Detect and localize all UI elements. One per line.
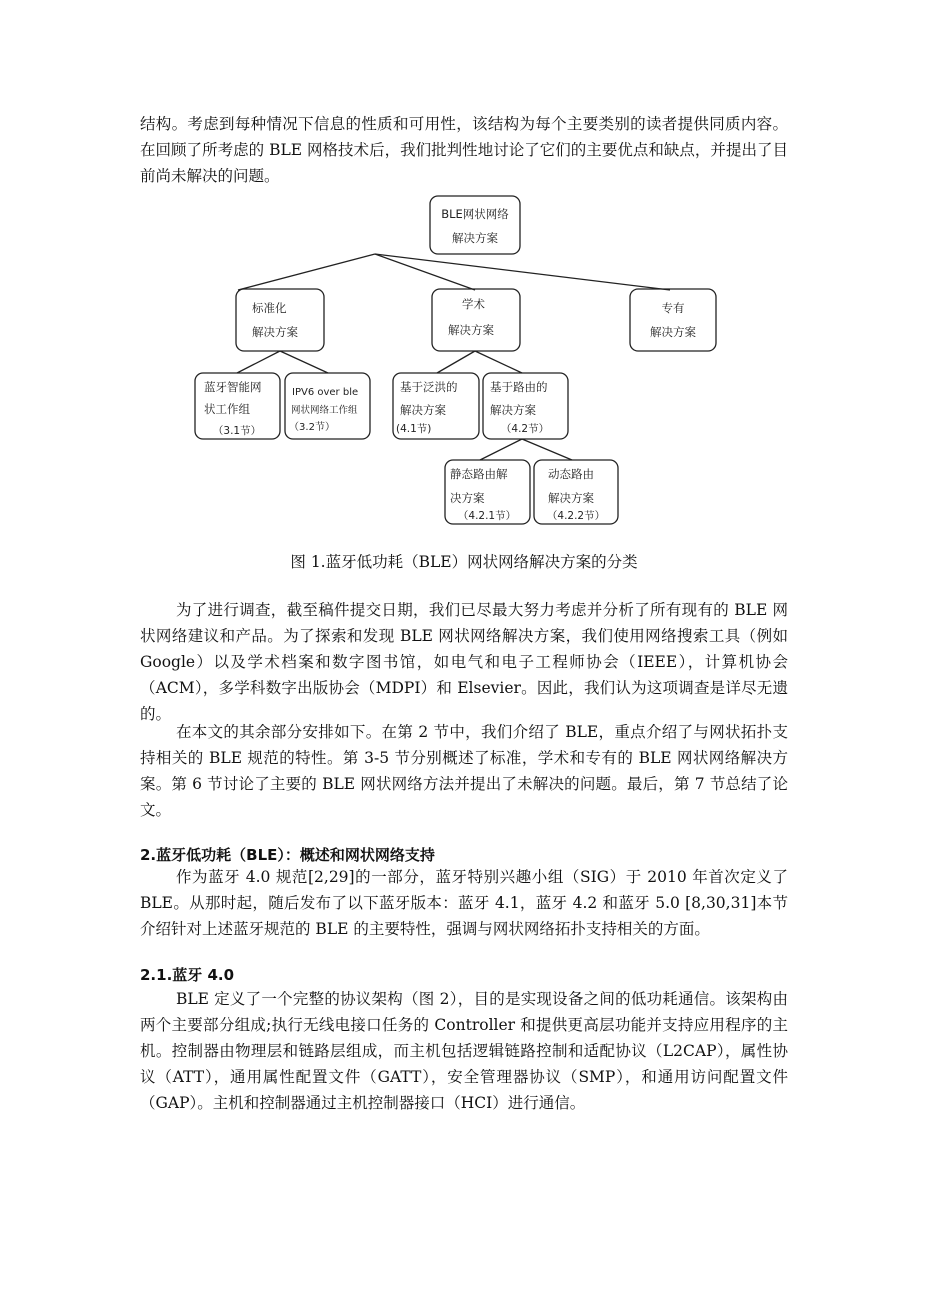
static-routing-line1: 静态路由解 [450,467,508,481]
ipv6-mesh-line2: 网状网络工作组 [291,405,358,416]
ipv6-mesh-line1: IPV6 over ble [292,387,359,398]
standardized-line1: 标准化 [252,301,287,315]
flooding-line1: 基于泛洪的 [400,380,458,394]
flooding-line3: (4.1节) [396,423,432,435]
proprietary-line2: 解决方案 [650,325,696,339]
section2-heading: 2.蓝牙低功耗（BLE）：概述和网状网络支持 [140,846,435,864]
outline-paragraph: 在本文的其余部分安排如下。在第 2 节中，我们介绍了 BLE，重点介绍了与网状拓扑支持相关的 BLE 规范的特性。第 3-5 节分别概述了标准，学术和专有的 BLE 网状网络解决方案。第 6 节讨论了主要的 BLE 网状网络方法并提出了未解决的问题。最后，第 7 节总结了论文。 [140,723,788,819]
academic-line2: 解决方案 [448,323,494,337]
standardized-line2: 解决方案 [252,325,298,339]
proprietary-box [630,289,716,351]
sig-mesh-line1: 蓝牙智能网 [204,380,262,394]
dynamic-routing-line2: 解决方案 [548,491,594,505]
sig-mesh-line2: 状工作组 [204,402,250,416]
proprietary-line1: 专有 [661,301,685,315]
section21-paragraph: BLE 定义了一个完整的协议架构（图 2），目的是实现设备之间的低功耗通信。该架构由两个主要部分组成;执行无线电接口任务的 Controller 和提供更高层功能并支持应用程序的主机。控制器由物理层和链路层组成，而主机包括逻辑链路控制和适配协议（L2CAP），属性协议（ATT），通用属性配置文件（GATT），安全管理器协议（SMP），和通用访问配置文件（GAP）。主机和控制器通过主机控制器接口（HCI）进行通信。 [140,990,788,1112]
academic-line1: 学术 [462,297,485,311]
dynamic-routing-line1: 动态路由 [548,467,594,481]
root-box [430,196,520,254]
standardized-box [236,289,324,351]
survey-paragraph: 为了进行调查，截至稿件提交日期，我们已尽最大努力考虑并分析了所有现有的 BLE 网状网络建议和产品。为了探索和发现 BLE 网状网络解决方案，我们使用网络搜索工具（例如 Google）以及学术档案和数字图书馆，如电气和电子工程师协会（IEEE），计算机协会（ACM），多学科数字出版协会（MDPI）和 Elsevier。因此，我们认为这项调查是详尽无遗的。 [140,601,788,723]
routing-line2: 解决方案 [490,403,536,417]
root-line1: BLE网状网络 [441,207,509,221]
section21-heading: 2.1.蓝牙 4.0 [140,966,235,984]
intro-paragraph: 结构。考虑到每种情况下信息的性质和可用性，该结构为每个主要类别的读者提供同质内容。在回顾了所考虑的 BLE 网格技术后，我们批判性地讨论了它们的主要优点和缺点，并提出了目前尚未解决的问题。 [140,115,788,185]
routing-line3: （4.2节） [500,423,550,435]
ipv6-mesh-line3: （3.2节） [289,422,335,433]
section2-paragraph: 作为蓝牙 4.0 规范[2,29]的一部分，蓝牙特别兴趣小组（SIG）于 2010 年首次定义了 BLE。从那时起，随后发布了以下蓝牙版本：蓝牙 4.1，蓝牙 4.2 和蓝牙 5.0 [8,30,31]本节介绍针对上述蓝牙规范的 BLE 的主要特性，强调与网状网络拓扑支持相关的方面。 [140,868,788,938]
root-line2: 解决方案 [452,231,498,245]
flooding-line2: 解决方案 [400,403,446,417]
routing-line1: 基于路由的 [490,380,548,394]
sig-mesh-line3: （3.1节） [212,425,262,437]
figure-caption: 图 1.蓝牙低功耗（BLE）网状网络解决方案的分类 [290,553,638,571]
dynamic-routing-line3: （4.2.2节） [546,510,606,522]
ble-mesh-taxonomy-diagram [180,186,740,531]
static-routing-line3: （4.2.1节） [457,510,517,522]
static-routing-line2: 决方案 [450,491,485,505]
